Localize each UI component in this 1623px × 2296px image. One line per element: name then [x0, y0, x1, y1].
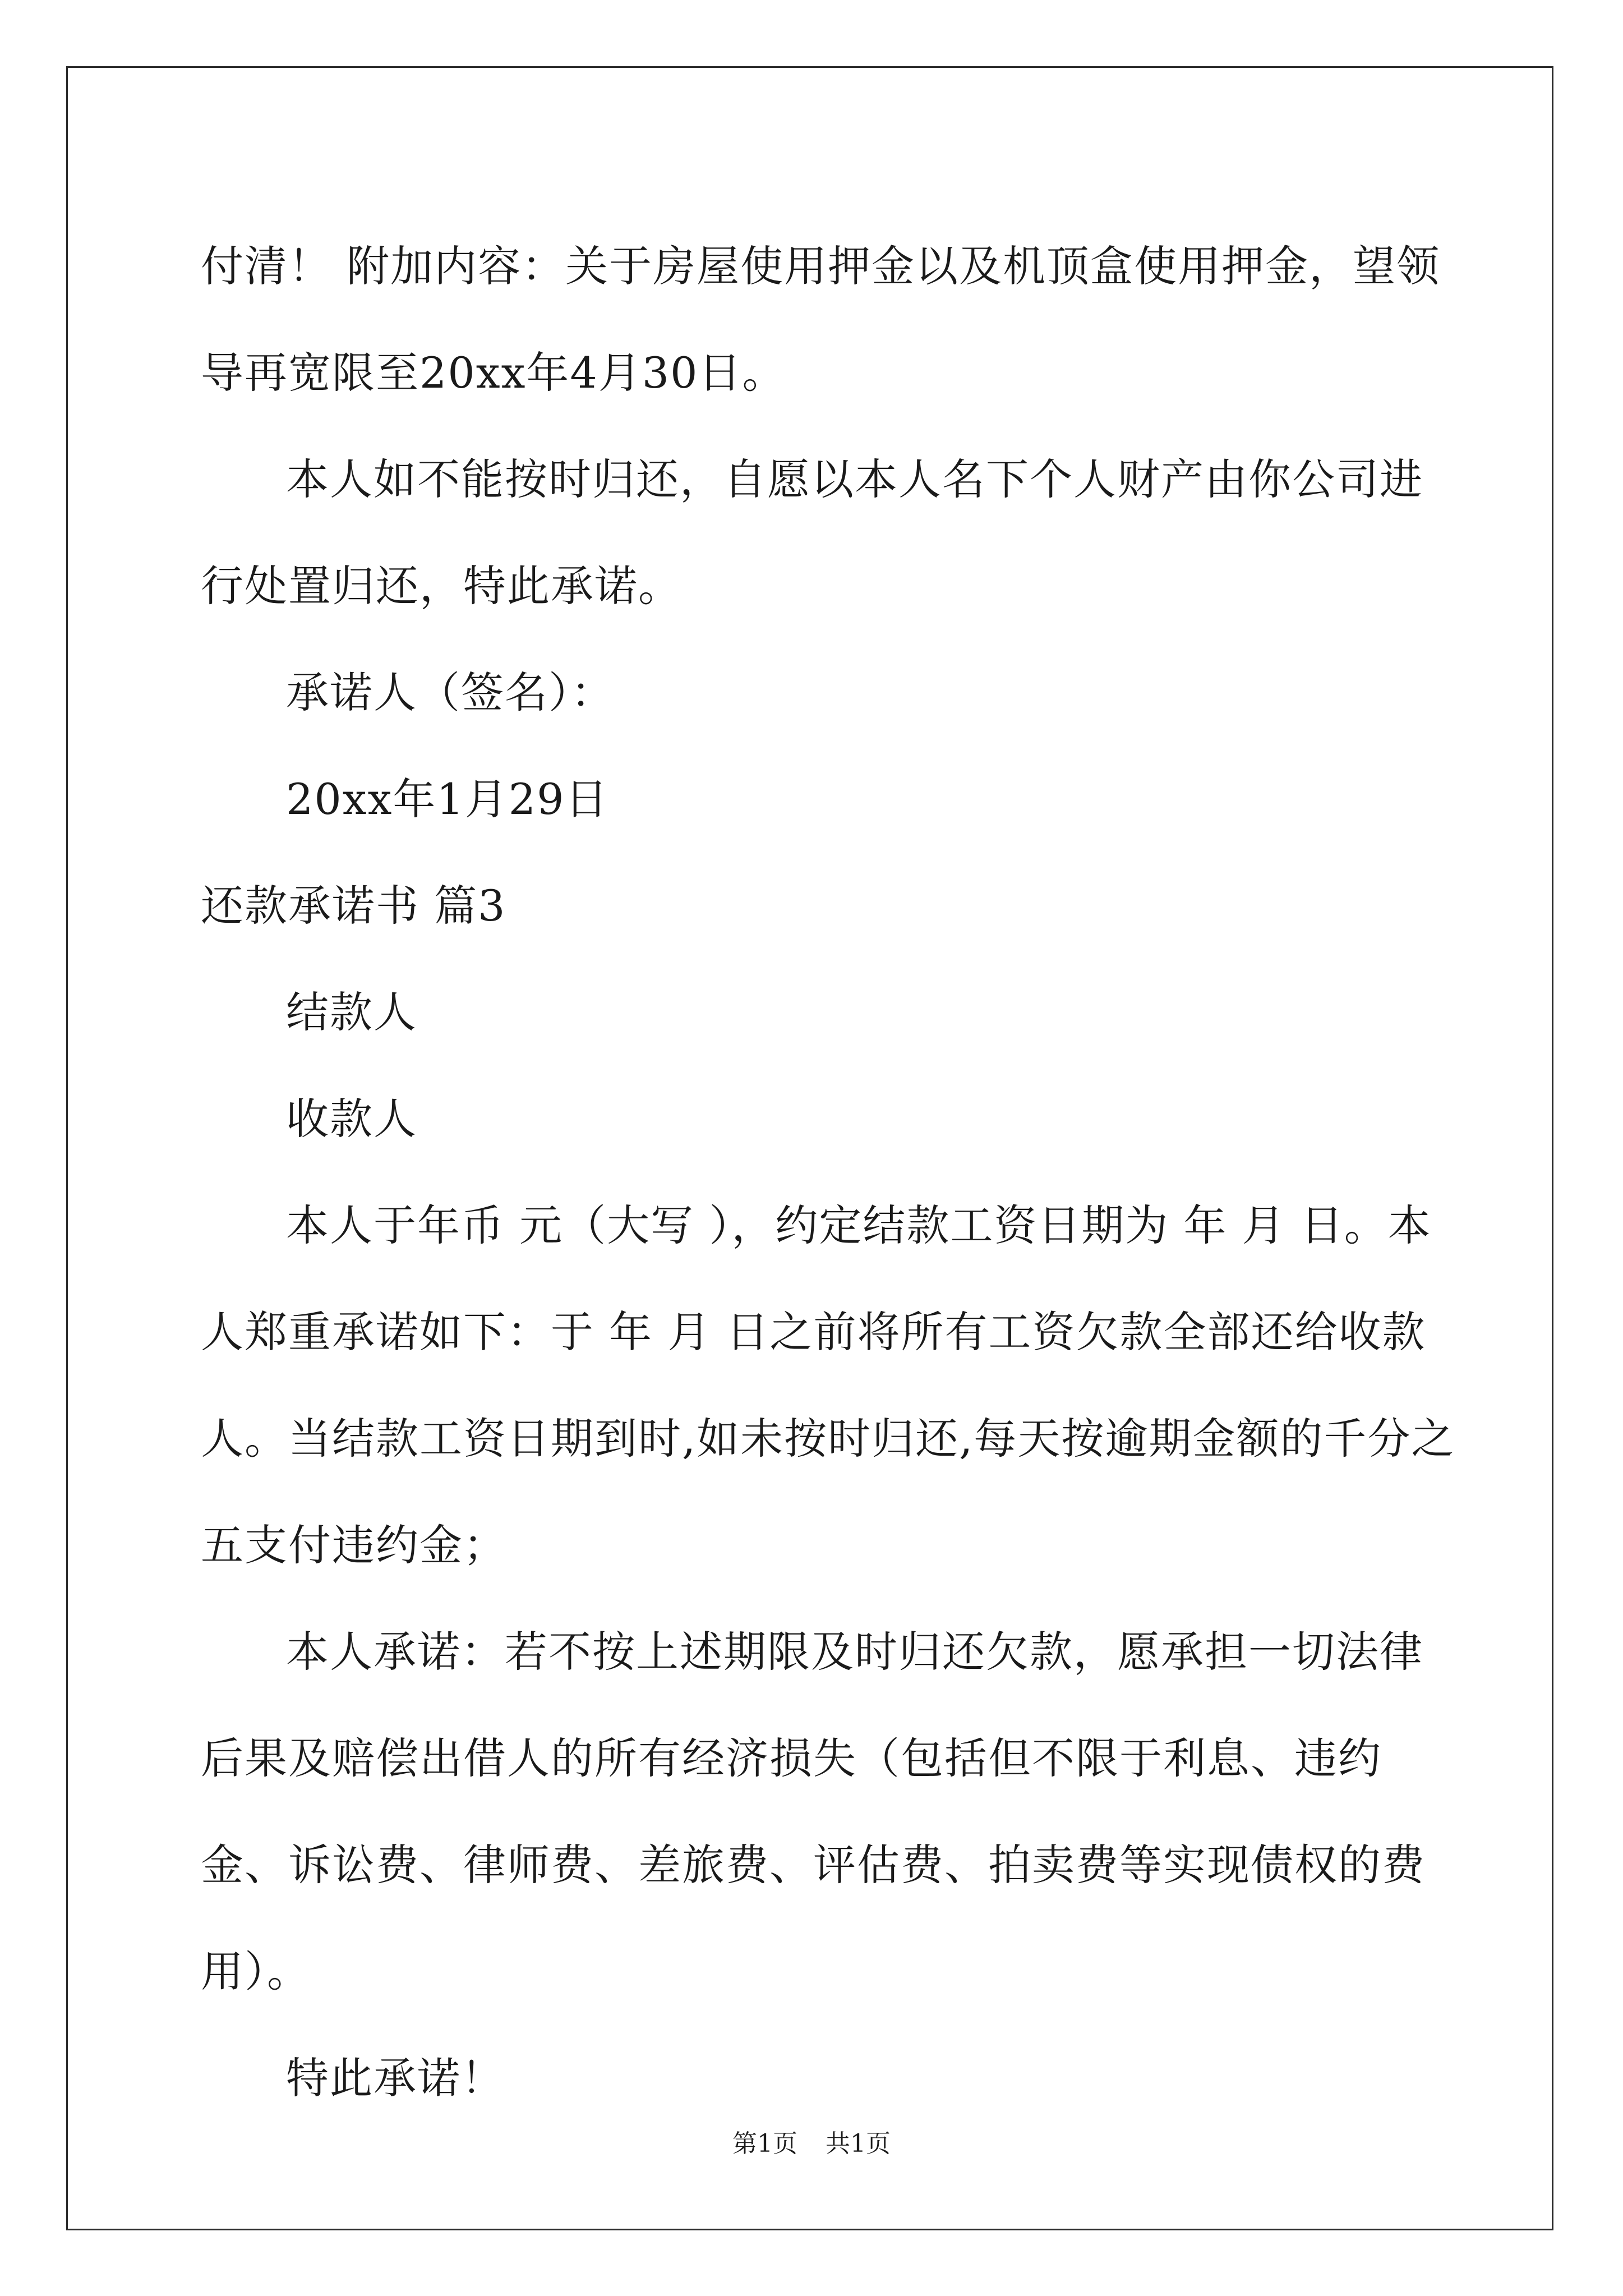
page-footer: [0, 2123, 1623, 2159]
paragraph-commitment: 本人承诺：若不按上述期限及时归还欠款，愿承担一切法律后果及赔偿出借人的所有经济损失（包括但不限于利息、违约金、诉讼费、律师费、差旅费、评估费、拍卖费等实现债权的费用）。: [201, 1627, 1426, 1996]
section-heading: 还款承诺书 篇3: [201, 881, 506, 931]
payer-line: 结款人: [286, 987, 417, 1037]
date-line: 20xx年1月29日: [286, 774, 609, 824]
page-number: 第1页: [732, 2129, 797, 2158]
paragraph-1: 付清！ 附加内容：关于房屋使用押金以及机顶盒使用押金，望领导再宽限至20xx年4月30日。: [201, 241, 1441, 398]
payee-line: 收款人: [286, 1094, 417, 1144]
document-body: [201, 213, 1457, 2132]
paragraph-2: 本人如不能按时归还，自愿以本人名下个人财产由你公司进行处置归还，特此承诺。: [201, 454, 1423, 611]
paragraph-agreement: 本人于年币 元（大写 ），约定结款工资日期为 年 月 日。本人郑重承诺如下：于 年 月 日之前将所有工资欠款全部还给收款人。当结款工资日期到时,如未按时归还,每天按逾期金额的千分之五支付违约金；: [201, 1200, 1455, 1570]
signature-line: 承诺人（签名）：: [286, 668, 615, 717]
closing-line: 特此承诺！: [286, 2053, 505, 2103]
page-total: 共1页: [826, 2129, 891, 2158]
